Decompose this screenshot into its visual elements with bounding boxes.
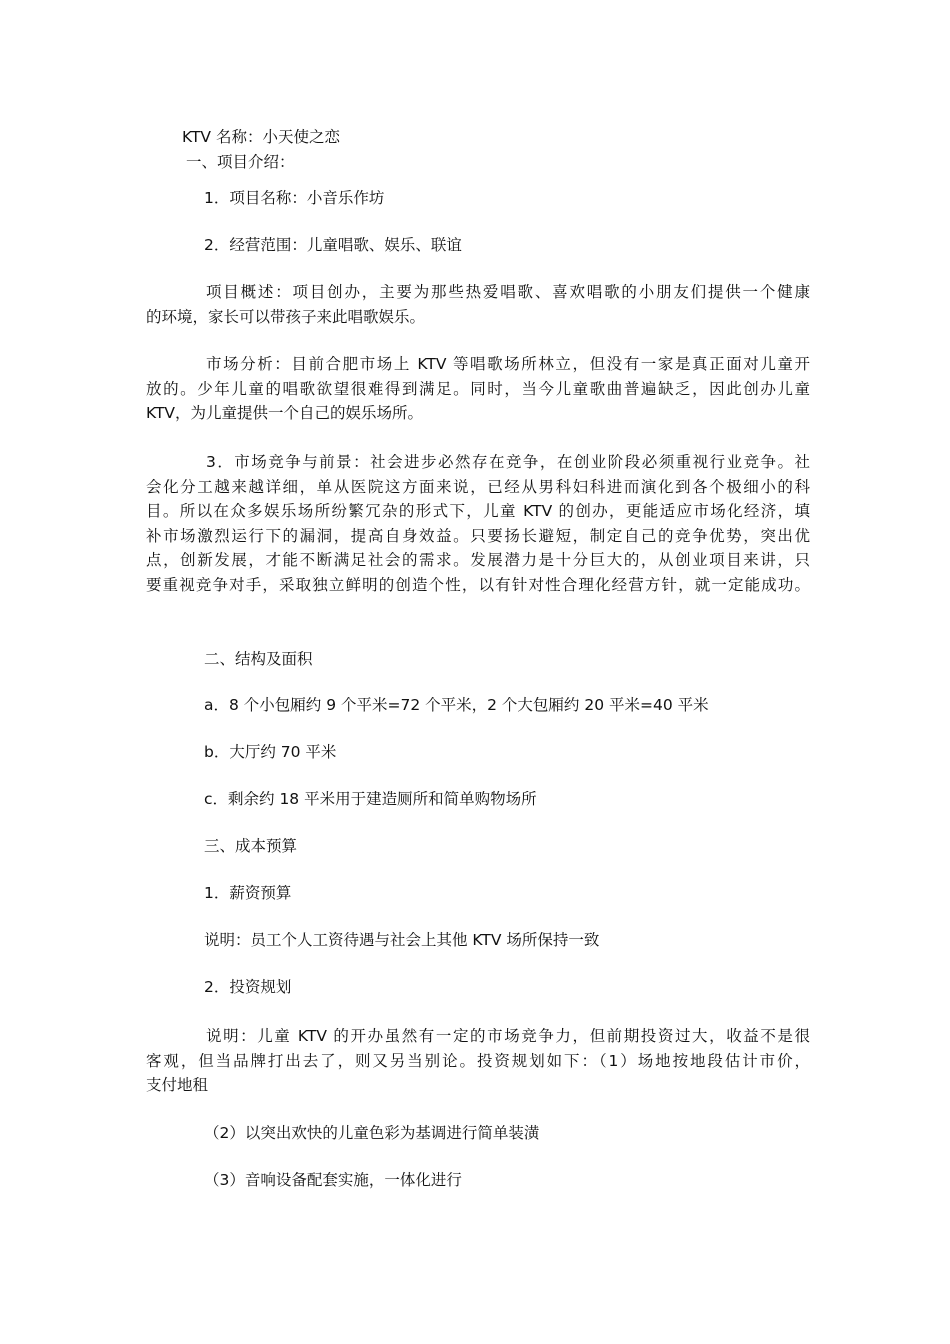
paragraph-line: 放的。少年儿童的唱歌欲望很难得到满足。同时，当今儿童歌曲普遍缺乏，因此创办儿童 — [146, 379, 810, 398]
business-scope-item: 2．经营范围：儿童唱歌、娱乐、联谊 — [204, 236, 462, 254]
paragraph-line: 要重视竞争对手，采取独立鲜明的创造个性，以有针对性合理化经营方针，就一定能成功。 — [146, 575, 810, 594]
project-overview-paragraph — [146, 280, 810, 329]
paragraph-line: 补市场激烈运行下的漏洞，提高自身效益。只要扬长避短，制定自己的竞争优势，突出优 — [146, 526, 810, 545]
paragraph-line: 会化分工越来越详细，单从医院这方面来说，已经从男科妇科进而演化到各个极细小的科 — [146, 477, 810, 496]
paragraph-line: 支付地租 — [146, 1076, 209, 1094]
paragraph-line: 说明：儿童 KTV 的开办虽然有一定的市场竞争力，但前期投资过大，收益不是很 — [206, 1027, 810, 1045]
ktv-name-title: KTV 名称：小天使之恋 — [182, 128, 340, 146]
paragraph-line: 3．市场竞争与前景：社会进步必然存在竞争，在创业阶段必须重视行业竞争。社 — [206, 453, 810, 471]
investment-note-paragraph — [146, 1024, 810, 1098]
area-item-a: a．8 个小包厢约 9 个平米=72 个平米，2 个大包厢约 20 平米=40 平米 — [204, 696, 709, 714]
section3-heading: 三、成本预算 — [204, 837, 298, 855]
paragraph-line: 的环境，家长可以带孩子来此唱歌娱乐。 — [146, 307, 426, 326]
plan-item-3: （3）音响设备配套实施，一体化进行 — [204, 1171, 462, 1189]
plan-item-2: （2）以突出欢快的儿童色彩为基调进行简单装潢 — [204, 1124, 540, 1142]
paragraph-line: 客观，但当品牌打出去了，则又另当别论。投资规划如下：（1）场地按地段估计市价， — [146, 1051, 810, 1070]
area-item-b: b．大厅约 70 平米 — [204, 743, 337, 761]
salary-budget-item: 1．薪资预算 — [204, 884, 292, 902]
area-item-c: c．剩余约 18 平米用于建造厕所和简单购物场所 — [204, 790, 537, 808]
section2-heading: 二、结构及面积 — [204, 650, 313, 668]
section1-heading: 一、项目介绍： — [186, 153, 295, 171]
competition-paragraph — [146, 450, 810, 597]
paragraph-line: 目。所以在众多娱乐场所纷繁冗杂的形式下，儿童 KTV 的创办，更能适应市场化经济，填 — [146, 502, 810, 520]
salary-note: 说明：员工个人工资待遇与社会上其他 KTV 场所保持一致 — [204, 931, 600, 949]
market-analysis-paragraph — [146, 352, 810, 426]
investment-plan-item: 2．投资规划 — [204, 978, 292, 996]
paragraph-line: 点，创新发展，才能不断满足社会的需求。发展潜力是十分巨大的，从创业项目来讲，只 — [146, 551, 810, 569]
paragraph-line: 市场分析：目前合肥市场上 KTV 等唱歌场所林立，但没有一家是真正面对儿童开 — [206, 355, 810, 373]
paragraph-line: 项目概述：项目创办，主要为那些热爱唱歌、喜欢唱歌的小朋友们提供一个健康 — [206, 283, 810, 301]
project-name-item: 1．项目名称：小音乐作坊 — [204, 189, 385, 207]
paragraph-line: KTV，为儿童提供一个自己的娱乐场所。 — [146, 404, 424, 422]
